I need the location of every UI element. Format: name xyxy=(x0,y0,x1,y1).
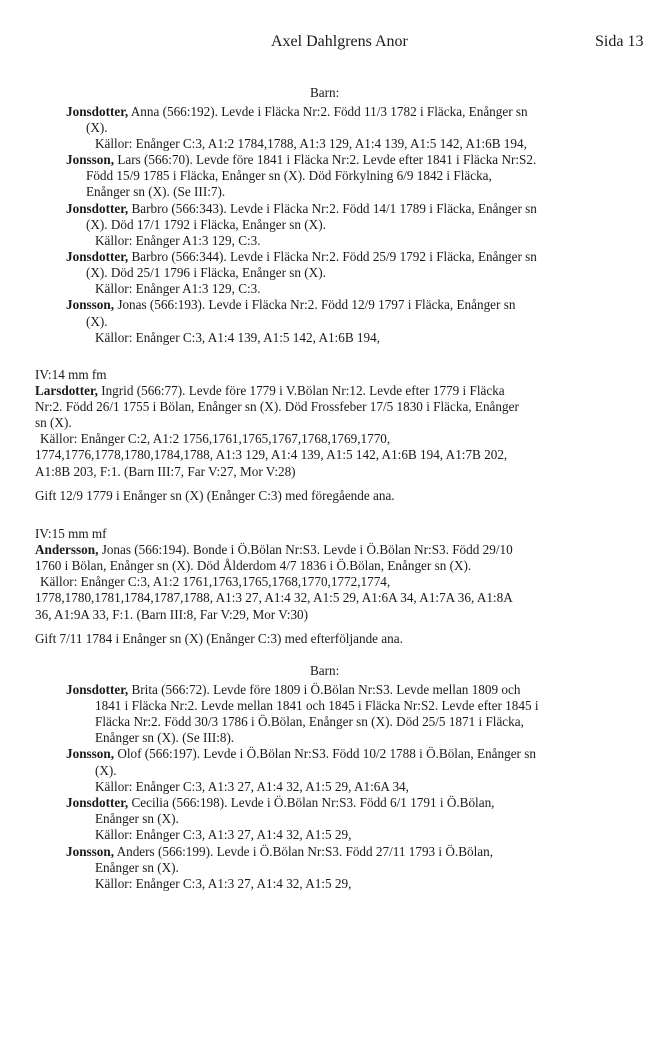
line-text: 36, A1:9A 33, F:1. (Barn III:8, Far V:29, Mor V:30) xyxy=(35,607,309,622)
text-line xyxy=(95,826,351,843)
line-text: Källor: Enånger C:3, A1:4 139, A1:5 142, A1:6B 194, xyxy=(95,330,380,345)
text-line xyxy=(35,589,513,606)
text-line xyxy=(35,366,107,383)
entry-line xyxy=(66,200,537,217)
text-line xyxy=(95,875,351,892)
entry-line xyxy=(35,541,513,558)
person-surname: Jonsdotter, xyxy=(66,249,129,264)
text-line xyxy=(35,525,107,542)
person-surname: Andersson, xyxy=(35,542,99,557)
line-text: Ingrid (566:77). Levde före 1779 i V.Bölan Nr:12. Levde efter 1779 i Fläcka xyxy=(97,383,505,398)
line-text: Brita (566:72). Levde före 1809 i Ö.Bölan Nr:S3. Levde mellan 1809 och xyxy=(128,682,521,697)
text-line xyxy=(35,630,403,647)
text-line xyxy=(95,778,409,795)
person-surname: Jonsdotter, xyxy=(66,201,129,216)
text-line xyxy=(40,573,390,590)
text-line xyxy=(40,430,390,447)
text-line xyxy=(310,84,339,101)
person-surname: Larsdotter, xyxy=(35,383,98,398)
text-line xyxy=(95,729,234,746)
line-text: Enånger sn (X). (Se III:8). xyxy=(95,730,235,745)
line-text: Källor: Enånger C:3, A1:3 27, A1:4 32, A1:5 29, xyxy=(95,876,352,891)
line-text: Källor: Enånger C:3, A1:2 1784,1788, A1:3 129, A1:4 139, A1:5 142, A1:6B 194, xyxy=(95,136,527,151)
line-text: Barbro (566:344). Levde i Fläcka Nr:2. Född 25/9 1792 i Fläcka, Enånger sn xyxy=(128,249,537,264)
line-text: (X). xyxy=(95,763,117,778)
person-surname: Jonsson, xyxy=(66,746,115,761)
line-text: Enånger sn (X). (Se III:7). xyxy=(86,184,226,199)
entry-line xyxy=(66,794,494,811)
line-text: Enånger sn (X). xyxy=(95,860,179,875)
text-line xyxy=(86,313,108,330)
person-surname: Jonsdotter, xyxy=(66,795,129,810)
line-text: 1774,1776,1778,1780,1784,1788, A1:3 129, A1:4 139, A1:5 142, A1:6B 194, A1:7B 202, xyxy=(35,447,508,462)
text-line xyxy=(35,463,296,480)
person-surname: Jonsdotter, xyxy=(66,682,129,697)
text-line xyxy=(95,762,117,779)
entry-line xyxy=(66,681,520,698)
line-text: Källor: Enånger C:3, A1:2 1761,1763,1765,1768,1770,1772,1774, xyxy=(40,574,391,589)
line-text: Källor: Enånger C:3, A1:3 27, A1:4 32, A1:5 29, A1:6A 34, xyxy=(95,779,409,794)
person-surname: Jonsson, xyxy=(66,152,115,167)
text-line xyxy=(86,216,326,233)
person-surname: Jonsson, xyxy=(66,297,115,312)
document-title: Axel Dahlgrens Anor xyxy=(271,33,408,50)
line-text: 1841 i Fläcka Nr:2. Levde mellan 1841 och 1845 i Fläcka Nr:S2. Levde efter 1845 i xyxy=(95,698,539,713)
person-surname: Jonsson, xyxy=(66,844,115,859)
line-text: Barn: xyxy=(310,85,340,100)
line-text: IV:15 mm mf xyxy=(35,526,107,541)
text-line xyxy=(95,713,524,730)
entry-line xyxy=(66,843,493,860)
line-text: Olof (566:197). Levde i Ö.Bölan Nr:S3. Född 10/2 1788 i Ö.Bölan, Enånger sn xyxy=(114,746,536,761)
text-line xyxy=(86,183,225,200)
line-text: Barbro (566:343). Levde i Fläcka Nr:2. Född 14/1 1789 i Fläcka, Enånger sn xyxy=(128,201,537,216)
text-line xyxy=(86,264,326,281)
entry-line xyxy=(66,745,536,762)
line-text: Nr:2. Född 26/1 1755 i Bölan, Enånger sn (X). Död Frossfeber 17/5 1830 i Fläcka, Enånger xyxy=(35,399,519,414)
text-line xyxy=(35,414,72,431)
entry-line xyxy=(35,382,505,399)
line-text: Källor: Enånger C:3, A1:3 27, A1:4 32, A1:5 29, xyxy=(95,827,352,842)
line-text: Gift 7/11 1784 i Enånger sn (X) (Enånger C:3) med efterföljande ana. xyxy=(35,631,403,646)
line-text: IV:14 mm fm xyxy=(35,367,107,382)
text-line xyxy=(95,697,539,714)
entry-line xyxy=(66,248,537,265)
line-text: Jonas (566:194). Bonde i Ö.Bölan Nr:S3. Levde i Ö.Bölan Nr:S3. Född 29/10 xyxy=(98,542,513,557)
text-line xyxy=(310,662,339,679)
line-text: (X). xyxy=(86,314,108,329)
line-text: Jonas (566:193). Levde i Fläcka Nr:2. Född 12/9 1797 i Fläcka, Enånger sn xyxy=(114,297,516,312)
text-line xyxy=(35,487,395,504)
text-line xyxy=(86,119,108,136)
line-text: 1778,1780,1781,1784,1787,1788, A1:3 27, A1:4 32, A1:5 29, A1:6A 34, A1:7A 36, A1:8A xyxy=(35,590,513,605)
text-line xyxy=(35,398,519,415)
line-text: (X). Död 17/1 1792 i Fläcka, Enånger sn (X). xyxy=(86,217,326,232)
entry-line xyxy=(66,151,536,168)
entry-line xyxy=(66,296,515,313)
line-text: Källor: Enånger A1:3 129, C:3. xyxy=(95,281,261,296)
text-line xyxy=(95,810,179,827)
entry-line xyxy=(66,103,528,120)
line-text: Anna (566:192). Levde i Fläcka Nr:2. Född 11/3 1782 i Fläcka, Enånger sn xyxy=(128,104,528,119)
line-text: Lars (566:70). Levde före 1841 i Fläcka Nr:2. Levde efter 1841 i Fläcka Nr:S2. xyxy=(114,152,537,167)
line-text: sn (X). xyxy=(35,415,72,430)
text-line xyxy=(35,557,471,574)
text-line xyxy=(95,232,261,249)
line-text: Fläcka Nr:2. Född 30/3 1786 i Ö.Bölan, Enånger sn (X). Död 25/5 1871 i Fläcka, xyxy=(95,714,524,729)
person-surname: Jonsdotter, xyxy=(66,104,129,119)
text-line xyxy=(35,446,507,463)
line-text: Källor: Enånger A1:3 129, C:3. xyxy=(95,233,261,248)
line-text: Barn: xyxy=(310,663,340,678)
text-line xyxy=(95,859,179,876)
text-line xyxy=(86,167,492,184)
line-text: Gift 12/9 1779 i Enånger sn (X) (Enånger C:3) med föregående ana. xyxy=(35,488,395,503)
line-text: Cecilia (566:198). Levde i Ö.Bölan Nr:S3. Född 6/1 1791 i Ö.Bölan, xyxy=(128,795,495,810)
text-line xyxy=(95,135,527,152)
line-text: (X). xyxy=(86,120,108,135)
line-text: A1:8B 203, F:1. (Barn III:7, Far V:27, Mor V:28) xyxy=(35,464,296,479)
line-text: Källor: Enånger C:2, A1:2 1756,1761,1765,1767,1768,1769,1770, xyxy=(40,431,391,446)
line-text: Anders (566:199). Levde i Ö.Bölan Nr:S3. Född 27/11 1793 i Ö.Bölan, xyxy=(114,844,494,859)
text-line xyxy=(35,606,308,623)
line-text: (X). Död 25/1 1796 i Fläcka, Enånger sn (X). xyxy=(86,265,326,280)
text-line xyxy=(95,280,261,297)
line-text: 1760 i Bölan, Enånger sn (X). Död Ålderdom 4/7 1836 i Ö.Bölan, Enånger sn (X). xyxy=(35,558,472,573)
text-line xyxy=(95,329,380,346)
line-text: Enånger sn (X). xyxy=(95,811,179,826)
line-text: Född 15/9 1785 i Fläcka, Enånger sn (X). Död Förkylning 6/9 1842 i Fläcka, xyxy=(86,168,492,183)
page-number: Sida 13 xyxy=(595,33,644,50)
